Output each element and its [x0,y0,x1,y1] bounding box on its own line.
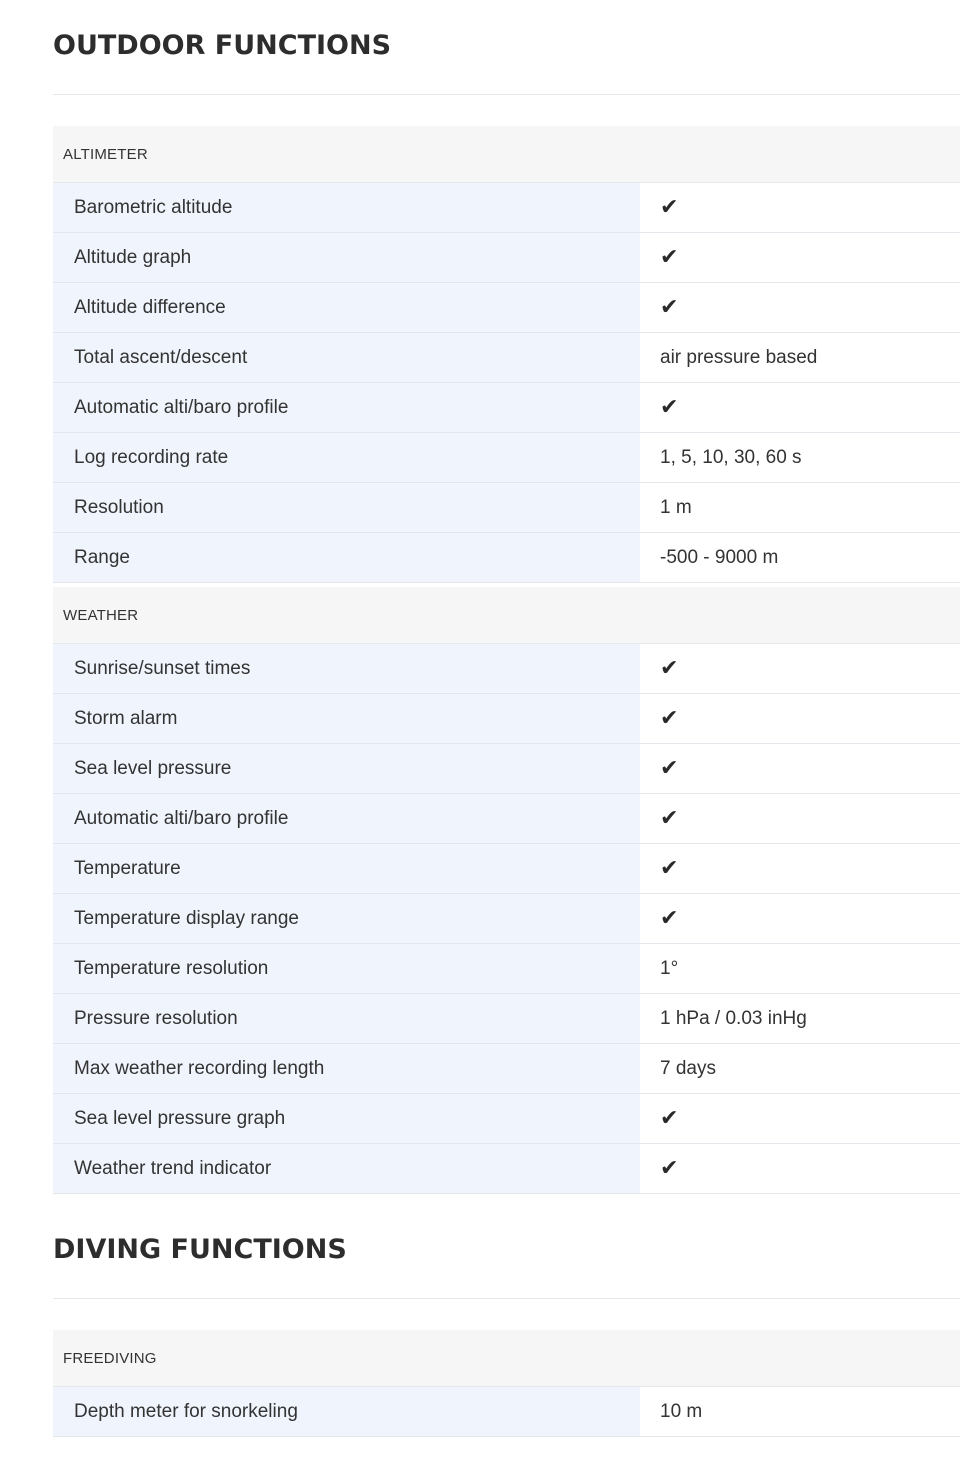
table-row [53,794,960,844]
section-title-diving-functions: DIVING FUNCTIONS [53,1234,347,1265]
rows-altimeter [53,183,960,583]
table-row [53,233,960,283]
row-value: 1° [640,944,960,993]
row-label: Temperature [53,844,640,893]
rows-freediving [53,1387,960,1437]
table-row [53,1094,960,1144]
row-label: Pressure resolution [53,994,640,1043]
spec-table-diving-functions [53,1330,960,1437]
section-divider [53,94,960,95]
table-row [53,333,960,383]
row-label: Temperature display range [53,894,640,943]
row-label: Sea level pressure [53,744,640,793]
row-value: 1 hPa / 0.03 inHg [640,994,960,1043]
row-label: Sunrise/sunset times [53,644,640,693]
check-icon: ✔ [640,794,960,843]
check-icon: ✔ [640,1094,960,1143]
row-label: Altitude difference [53,283,640,332]
table-row [53,644,960,694]
spec-table-outdoor-functions [53,126,960,1194]
row-label: Altitude graph [53,233,640,282]
check-icon: ✔ [640,383,960,432]
row-label: Barometric altitude [53,183,640,232]
table-row [53,383,960,433]
row-value: 1, 5, 10, 30, 60 s [640,433,960,482]
check-icon: ✔ [640,894,960,943]
section-divider [53,1298,960,1299]
row-label: Weather trend indicator [53,1144,640,1193]
section-title-outdoor-functions: OUTDOOR FUNCTIONS [53,30,392,61]
row-value: air pressure based [640,333,960,382]
row-label: Log recording rate [53,433,640,482]
row-label: Depth meter for snorkeling [53,1387,640,1436]
row-value: 1 m [640,483,960,532]
row-value: 10 m [640,1387,960,1436]
group-header-weather: WEATHER [53,587,960,644]
group-header-freediving: FREEDIVING [53,1330,960,1387]
check-icon: ✔ [640,644,960,693]
check-icon: ✔ [640,694,960,743]
rows-weather [53,644,960,1194]
row-value: 7 days [640,1044,960,1093]
table-row [53,844,960,894]
check-icon: ✔ [640,744,960,793]
table-row [53,944,960,994]
table-row [53,994,960,1044]
check-icon: ✔ [640,844,960,893]
table-row [53,183,960,233]
row-value: -500 - 9000 m [640,533,960,582]
table-row [53,533,960,583]
row-label: Range [53,533,640,582]
row-label: Total ascent/descent [53,333,640,382]
table-row [53,1144,960,1194]
table-row [53,744,960,794]
table-row [53,283,960,333]
check-icon: ✔ [640,183,960,232]
check-icon: ✔ [640,283,960,332]
group-header-altimeter: ALTIMETER [53,126,960,183]
row-label: Storm alarm [53,694,640,743]
table-row [53,433,960,483]
table-row [53,1387,960,1437]
check-icon: ✔ [640,1144,960,1193]
row-label: Automatic alti/baro profile [53,794,640,843]
row-label: Resolution [53,483,640,532]
table-row [53,483,960,533]
row-label: Sea level pressure graph [53,1094,640,1143]
row-label: Automatic alti/baro profile [53,383,640,432]
table-row [53,694,960,744]
table-row [53,894,960,944]
check-icon: ✔ [640,233,960,282]
row-label: Max weather recording length [53,1044,640,1093]
table-row [53,1044,960,1094]
row-label: Temperature resolution [53,944,640,993]
